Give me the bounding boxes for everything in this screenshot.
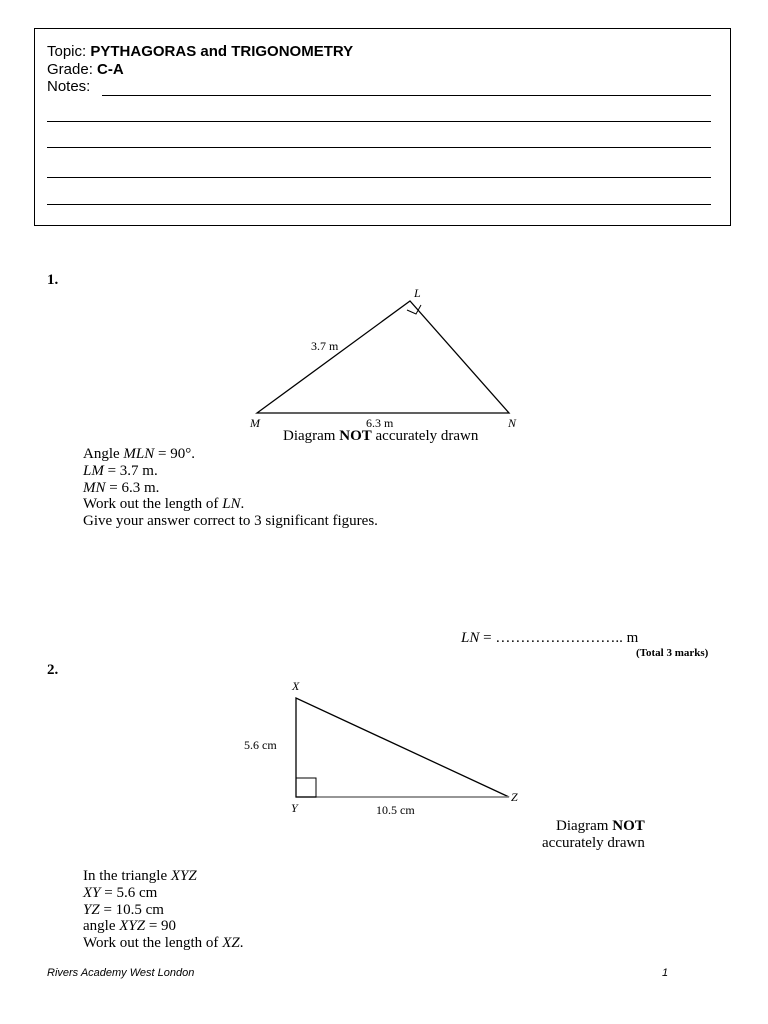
- q2-line-2: XY = 5.6 cm: [83, 884, 158, 901]
- footer-school: Rivers Academy West London: [47, 967, 195, 979]
- side-mn-label: 6.3 m: [366, 416, 394, 430]
- q1-line-1: Angle MLN = 90°.: [83, 446, 195, 462]
- q2-text: [83, 868, 243, 952]
- topic-label: Topic:: [47, 43, 91, 60]
- vertex-l-label: L: [414, 286, 421, 300]
- question-1-number: 1.: [47, 272, 59, 288]
- q1-line-5: Give your answer correct to 3 significant figures.: [83, 513, 378, 530]
- vertex-n-label: N: [508, 416, 517, 430]
- side-lm-label: 3.7 m: [311, 339, 339, 353]
- question-2-number: 2.: [47, 662, 59, 678]
- q2-caption-line-1: Diagram NOT: [556, 818, 645, 834]
- triangle-xyz: [296, 698, 509, 797]
- vertex-y-label: Y: [291, 801, 298, 815]
- footer-page-number: 1: [662, 967, 669, 979]
- q1-line-4: Work out the length of LN.: [83, 496, 245, 513]
- q2-line-3: YZ = 10.5 cm: [83, 901, 164, 918]
- vertex-m-label: M: [250, 416, 260, 430]
- q2-line-4: angle XYZ = 90: [83, 918, 177, 935]
- q1-line-3: MN = 6.3 m.: [83, 479, 160, 496]
- right-angle-marker-y: [296, 778, 316, 797]
- side-yz-label: 10.5 cm: [376, 803, 415, 817]
- notes-label: Notes:: [47, 78, 91, 95]
- q1-diagram-caption: Diagram NOT accurately drawn: [283, 428, 479, 444]
- grade-value: C-A: [97, 61, 124, 78]
- grade-label: Grade:: [47, 61, 98, 78]
- vertex-z-label: Z: [511, 790, 518, 804]
- q2-caption-line-2: accurately drawn: [542, 835, 645, 851]
- triangle-lmn: [257, 301, 509, 413]
- q1-text: [83, 446, 378, 530]
- q1-answer-line: LN = …………………….. m: [461, 630, 639, 646]
- q2-line-5: Work out the length of XZ.: [83, 935, 244, 952]
- side-xy-label: 5.6 cm: [244, 738, 277, 752]
- q1-line-2: LM = 3.7 m.: [83, 462, 158, 479]
- q1-total-marks: (Total 3 marks): [636, 647, 709, 659]
- q2-line-1: In the triangle XYZ: [83, 868, 197, 884]
- topic-value: PYTHAGORAS and TRIGONOMETRY: [90, 43, 354, 60]
- vertex-x-label: X: [292, 679, 300, 693]
